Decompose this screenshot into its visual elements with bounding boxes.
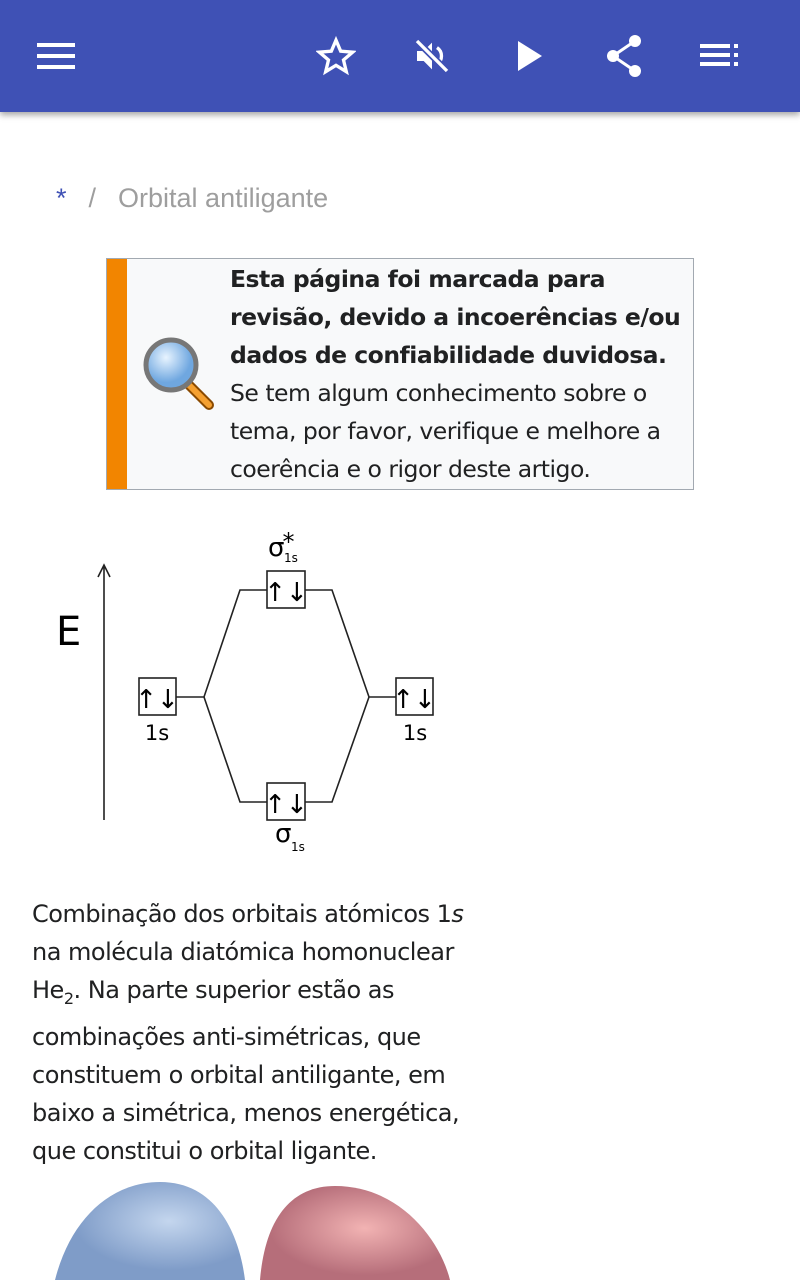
playlist-icon[interactable]: [696, 32, 744, 80]
breadcrumb: [56, 183, 328, 214]
orbital-lobes-image: [40, 1180, 460, 1280]
label-antibonding-sub: 1s: [284, 551, 298, 565]
volume-off-icon[interactable]: [408, 32, 456, 80]
breadcrumb-current: Orbital antiligante: [118, 183, 329, 213]
label-antibonding: σ*: [268, 528, 295, 563]
notice-body-text: Se tem algum conhecimento sobre o tema, por favor, verifique e melhore a coerência e o rigor deste artigo.: [230, 379, 661, 483]
breadcrumb-home-link[interactable]: *: [56, 183, 67, 213]
notice-bold-text: Esta página foi marcada para revisão, devido a incoerências e/ou dados de confiabilidade duvidosa.: [230, 265, 681, 369]
figure-caption: Combinação dos orbitais atómicos 1s na molécula diatómica homonuclear $He_2$. Na parte superior estão as combinações anti-simétricas, que constituem o orbital antiligante, em baixo a simétrica, menos energética, que constitui o orbital ligante.: [32, 900, 464, 1165]
menu-icon[interactable]: [32, 32, 80, 80]
star-icon[interactable]: [312, 32, 360, 80]
connector-lines: [176, 590, 396, 802]
review-notice: [106, 258, 694, 490]
spins-antibonding: ↑↓: [264, 578, 308, 608]
share-icon[interactable]: [600, 32, 648, 80]
label-bonding-sub: 1s: [291, 840, 305, 854]
label-bonding: σ: [275, 819, 292, 849]
app-toolbar: [0, 0, 800, 112]
spins-bonding: ↑↓: [264, 790, 308, 820]
spins-left: ↑↓: [135, 685, 179, 715]
notice-accent-bar: [107, 259, 127, 489]
breadcrumb-separator: /: [88, 183, 97, 213]
spins-right: ↑↓: [392, 685, 436, 715]
notice-text: [230, 260, 690, 488]
energy-axis-label: E: [56, 609, 82, 655]
play-icon[interactable]: [506, 32, 554, 80]
label-right-1s: 1s: [402, 721, 428, 745]
molecular-orbital-diagram: [0, 520, 460, 860]
label-left-1s: 1s: [144, 721, 170, 745]
energy-axis-arrow: [98, 565, 110, 820]
magnifier-icon: [141, 335, 217, 411]
